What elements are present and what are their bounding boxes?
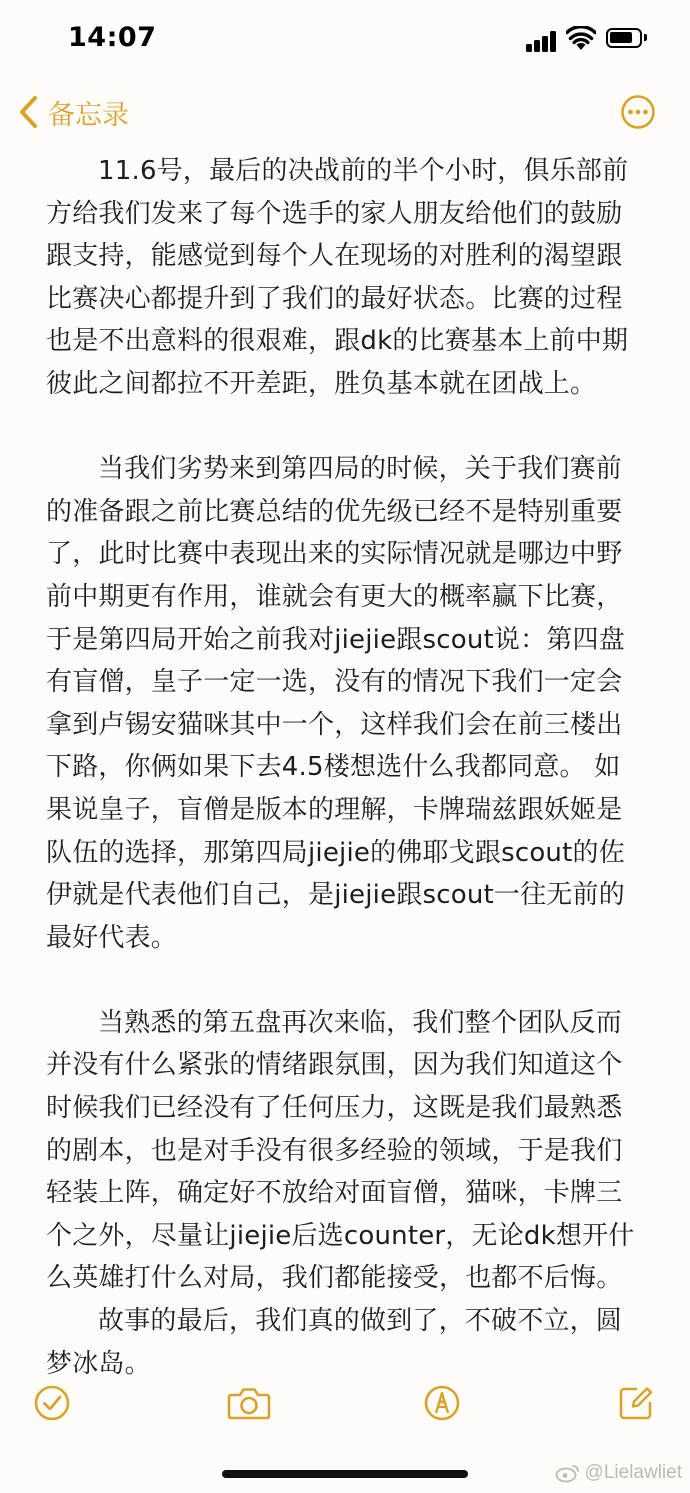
chevron-left-icon	[18, 95, 40, 129]
camera-icon	[226, 1383, 272, 1423]
markup-button[interactable]	[422, 1383, 466, 1427]
note-paragraph-4: 故事的最后，我们真的做到了，不破不立，圆梦冰岛。	[46, 1306, 623, 1379]
compose-button[interactable]	[616, 1383, 660, 1427]
back-button[interactable]	[18, 92, 129, 132]
checklist-button[interactable]	[32, 1383, 76, 1427]
status-time: 14:07	[68, 22, 157, 53]
camera-button[interactable]	[226, 1383, 272, 1427]
checklist-icon	[32, 1383, 72, 1423]
wifi-icon	[566, 26, 596, 52]
note-body[interactable]	[46, 150, 646, 1385]
status-bar	[0, 20, 690, 60]
paragraph-spacer	[46, 406, 646, 449]
paragraph-spacer	[46, 959, 646, 1002]
battery-icon	[606, 28, 642, 48]
note-paragraph-3: 当熟悉的第五盘再次来临，我们整个团队反而并没有什么紧张的情绪跟氛围，因为我们知道这个时候我们已经没有了任何压力，这既是我们最熟悉的剧本，也是对手没有很多经验的领域，于是我们轻装上阵，确定好不放给对面盲僧，猫咪，卡牌三个之外，尽量让jiejie后选counter，无论dk想开什么英雄打什么对局，我们都能接受，也都不后悔。	[46, 1007, 635, 1294]
note-paragraph-2: 当我们劣势来到第四局的时候，关于我们赛前的准备跟之前比赛总结的优先级已经不是特别重要了，此时比赛中表现出来的实际情况就是哪边中野前中期更有作用，谁就会有更大的概率赢下比赛，于是第四局开始之前我对jiejie跟scout说：第四盘有盲僧，皇子一定一选，没有的情况下我们一定会拿到卢锡安猫咪其中一个，这样我们会在前三楼出下路，你俩如果下去4.5楼想选什么我都同意。 如果说皇子，盲僧是版本的理解，卡牌瑞兹跟妖姬是队伍的选择，那第四局jiejie的佛耶戈跟scout的佐伊就是代表他们自己，是jiejie跟scout一往无前的最好代表。	[46, 454, 625, 953]
ellipsis-circle-icon	[620, 94, 656, 130]
bottom-toolbar	[0, 1383, 690, 1427]
compose-icon	[616, 1383, 656, 1423]
note-paragraph-1: 11.6号，最后的决战前的半个小时，俱乐部前方给我们发来了每个选手的家人朋友给他们的鼓励跟支持，能感觉到每个人在现场的对胜利的渴望跟比赛决心都提升到了我们的最好状态。比赛的过程也是不出意料的很艰难，跟dk的比赛基本上前中期彼此之间都拉不开差距，胜负基本就在团战上。	[46, 156, 629, 399]
more-options-button[interactable]	[620, 94, 656, 130]
home-indicator[interactable]	[222, 1470, 468, 1478]
signal-icon	[526, 30, 558, 52]
back-button-label: 备忘录	[48, 99, 129, 131]
watermark-text: @Lielawliet	[584, 1462, 682, 1483]
weibo-icon	[555, 1463, 581, 1483]
markup-pen-icon	[422, 1383, 462, 1423]
weibo-watermark	[555, 1462, 682, 1484]
